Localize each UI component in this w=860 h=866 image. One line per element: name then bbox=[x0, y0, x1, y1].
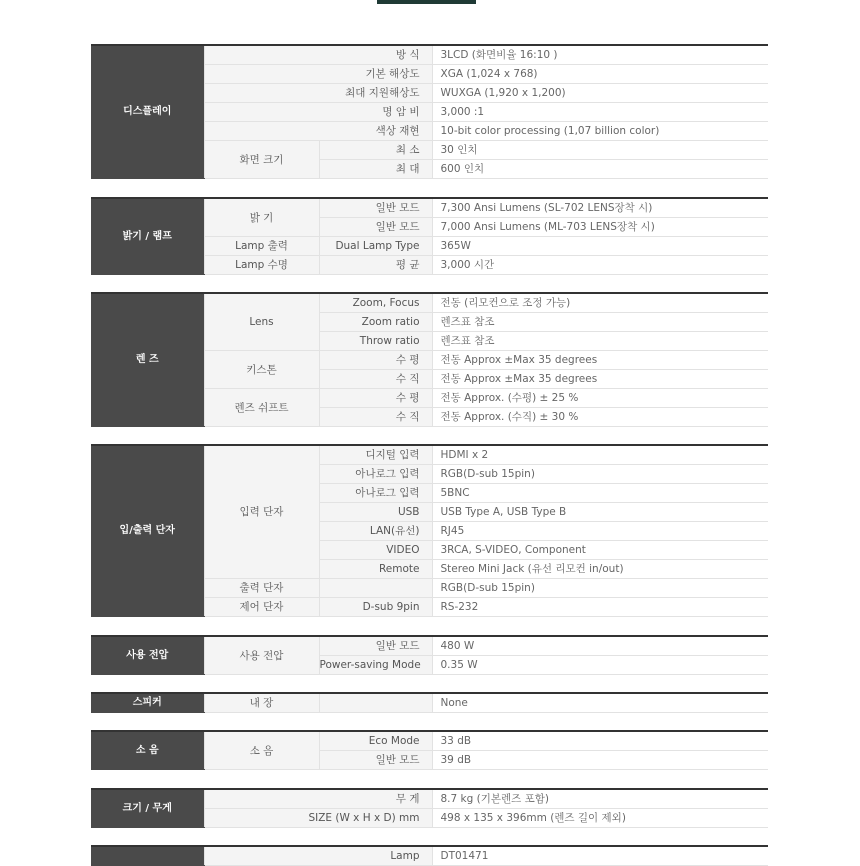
spec-label: 일반 모드 bbox=[319, 751, 432, 770]
spec-value: 5BNC bbox=[432, 484, 768, 503]
spec-label: Lamp bbox=[204, 846, 432, 866]
spec-value: 33 dB bbox=[432, 731, 768, 751]
spec-label: 명 암 비 bbox=[204, 103, 432, 122]
spec-value: 전동 Approx ±Max 35 degrees bbox=[432, 370, 768, 389]
category-size: 크기 / 무게 bbox=[91, 789, 204, 828]
spec-value: RS-232 bbox=[432, 598, 768, 617]
spec-label: Dual Lamp Type bbox=[319, 237, 432, 256]
spec-value: 3,000 :1 bbox=[432, 103, 768, 122]
category-speaker: 스피커 bbox=[91, 693, 204, 713]
spec-group-label: 키스톤 bbox=[204, 351, 319, 389]
category-noise: 소 음 bbox=[91, 731, 204, 770]
spec-label: 수 직 bbox=[319, 370, 432, 389]
spec-value: 3RCA, S-VIDEO, Component bbox=[432, 541, 768, 560]
spec-value: RGB(D-sub 15pin) bbox=[432, 465, 768, 484]
spec-value: 498 x 135 x 396mm (렌즈 길이 제외) bbox=[432, 809, 768, 828]
category-io: 입/출력 단자 bbox=[91, 445, 204, 617]
spec-label: VIDEO bbox=[319, 541, 432, 560]
spec-value: 3LCD (화면비율 16:10 ) bbox=[432, 45, 768, 65]
spec-value: 39 dB bbox=[432, 751, 768, 770]
spec-value: 3,000 시간 bbox=[432, 256, 768, 275]
spec-value: Stereo Mini Jack (유선 리모컨 in/out) bbox=[432, 560, 768, 579]
spec-section-accessory bbox=[91, 845, 768, 866]
spec-label bbox=[319, 693, 432, 713]
spec-group-label: 출력 단자 bbox=[204, 579, 319, 598]
spec-label: Eco Mode bbox=[319, 731, 432, 751]
spec-label: 색상 재현 bbox=[204, 122, 432, 141]
spec-value: WUXGA (1,920 x 1,200) bbox=[432, 84, 768, 103]
spec-value: XGA (1,024 x 768) bbox=[432, 65, 768, 84]
spec-label bbox=[319, 579, 432, 598]
spec-value: 전동 (리모컨으로 조정 가능) bbox=[432, 293, 768, 313]
spec-value: 600 인치 bbox=[432, 160, 768, 179]
spec-value: 렌즈표 참조 bbox=[432, 332, 768, 351]
spec-label: Zoom, Focus bbox=[319, 293, 432, 313]
spec-value: 전동 Approx. (수평) ± 25 % bbox=[432, 389, 768, 408]
spec-value: HDMI x 2 bbox=[432, 445, 768, 465]
spec-value: 365W bbox=[432, 237, 768, 256]
spec-value: RGB(D-sub 15pin) bbox=[432, 579, 768, 598]
spec-label: 디지털 입력 bbox=[319, 445, 432, 465]
spec-group-label: 소 음 bbox=[204, 731, 319, 770]
spec-section-lens bbox=[91, 292, 768, 427]
spec-group-label: 사용 전압 bbox=[204, 636, 319, 675]
spec-section-size bbox=[91, 788, 768, 828]
spec-value: 8.7 kg (기본렌즈 포함) bbox=[432, 789, 768, 809]
spec-label: 수 직 bbox=[319, 408, 432, 427]
spec-section-noise bbox=[91, 730, 768, 770]
spec-label: USB bbox=[319, 503, 432, 522]
spec-value: 0.35 W bbox=[432, 656, 768, 675]
spec-label: 최대 지원해상도 bbox=[204, 84, 432, 103]
spec-value: DT01471 bbox=[432, 846, 768, 866]
spec-value: 480 W bbox=[432, 636, 768, 656]
spec-label: LAN(유선) bbox=[319, 522, 432, 541]
spec-label: 방 식 bbox=[204, 45, 432, 65]
spec-label: 기본 해상도 bbox=[204, 65, 432, 84]
spec-value: 7,000 Ansi Lumens (ML-703 LENS장착 시) bbox=[432, 218, 768, 237]
spec-label: Zoom ratio bbox=[319, 313, 432, 332]
spec-label: Power-saving Mode bbox=[319, 656, 432, 675]
spec-label: SIZE (W x H x D) mm bbox=[204, 809, 432, 828]
category-power: 사용 전압 bbox=[91, 636, 204, 675]
spec-label: 아나로그 입력 bbox=[319, 465, 432, 484]
spec-value: RJ45 bbox=[432, 522, 768, 541]
category-display: 디스플레이 bbox=[91, 45, 204, 179]
spec-label: 일반 모드 bbox=[319, 636, 432, 656]
spec-value: 7,300 Ansi Lumens (SL-702 LENS장착 시) bbox=[432, 198, 768, 218]
spec-section-speaker bbox=[91, 692, 768, 713]
spec-value: 10-bit color processing (1,07 billion color) bbox=[432, 122, 768, 141]
spec-value: None bbox=[432, 693, 768, 713]
spec-value: 전동 Approx ±Max 35 degrees bbox=[432, 351, 768, 370]
spec-label: 수 평 bbox=[319, 389, 432, 408]
spec-value: 렌즈표 참조 bbox=[432, 313, 768, 332]
spec-value: USB Type A, USB Type B bbox=[432, 503, 768, 522]
spec-section-display bbox=[91, 44, 768, 179]
spec-value: 전동 Approx. (수직) ± 30 % bbox=[432, 408, 768, 427]
spec-section-brightness bbox=[91, 197, 768, 275]
spec-group-label: 밝 기 bbox=[204, 198, 319, 237]
spec-label: 수 평 bbox=[319, 351, 432, 370]
spec-group-label: Lens bbox=[204, 293, 319, 351]
spec-section-power bbox=[91, 635, 768, 675]
spec-value: 30 인치 bbox=[432, 141, 768, 160]
spec-label: Throw ratio bbox=[319, 332, 432, 351]
top-accent-bar bbox=[377, 0, 476, 4]
spec-label: 평 균 bbox=[319, 256, 432, 275]
spec-group-label: 제어 단자 bbox=[204, 598, 319, 617]
spec-label: 아나로그 입력 bbox=[319, 484, 432, 503]
spec-group-label: 화면 크기 bbox=[204, 141, 319, 179]
spec-label: D-sub 9pin bbox=[319, 598, 432, 617]
spec-label: Remote bbox=[319, 560, 432, 579]
spec-label: 최 소 bbox=[319, 141, 432, 160]
spec-group-label: Lamp 출력 bbox=[204, 237, 319, 256]
spec-section-io bbox=[91, 444, 768, 617]
spec-label: 일반 모드 bbox=[319, 198, 432, 218]
category-brightness: 밝기 / 램프 bbox=[91, 198, 204, 275]
spec-label: 무 게 bbox=[204, 789, 432, 809]
spec-group-label: 렌즈 쉬프트 bbox=[204, 389, 319, 427]
category-lens: 렌 즈 bbox=[91, 293, 204, 427]
spec-group-label: 내 장 bbox=[204, 693, 319, 713]
spec-label: 일반 모드 bbox=[319, 218, 432, 237]
spec-group-label: Lamp 수명 bbox=[204, 256, 319, 275]
spec-group-label: 입력 단자 bbox=[204, 445, 319, 579]
category-accessory bbox=[91, 846, 204, 866]
spec-label: 최 대 bbox=[319, 160, 432, 179]
